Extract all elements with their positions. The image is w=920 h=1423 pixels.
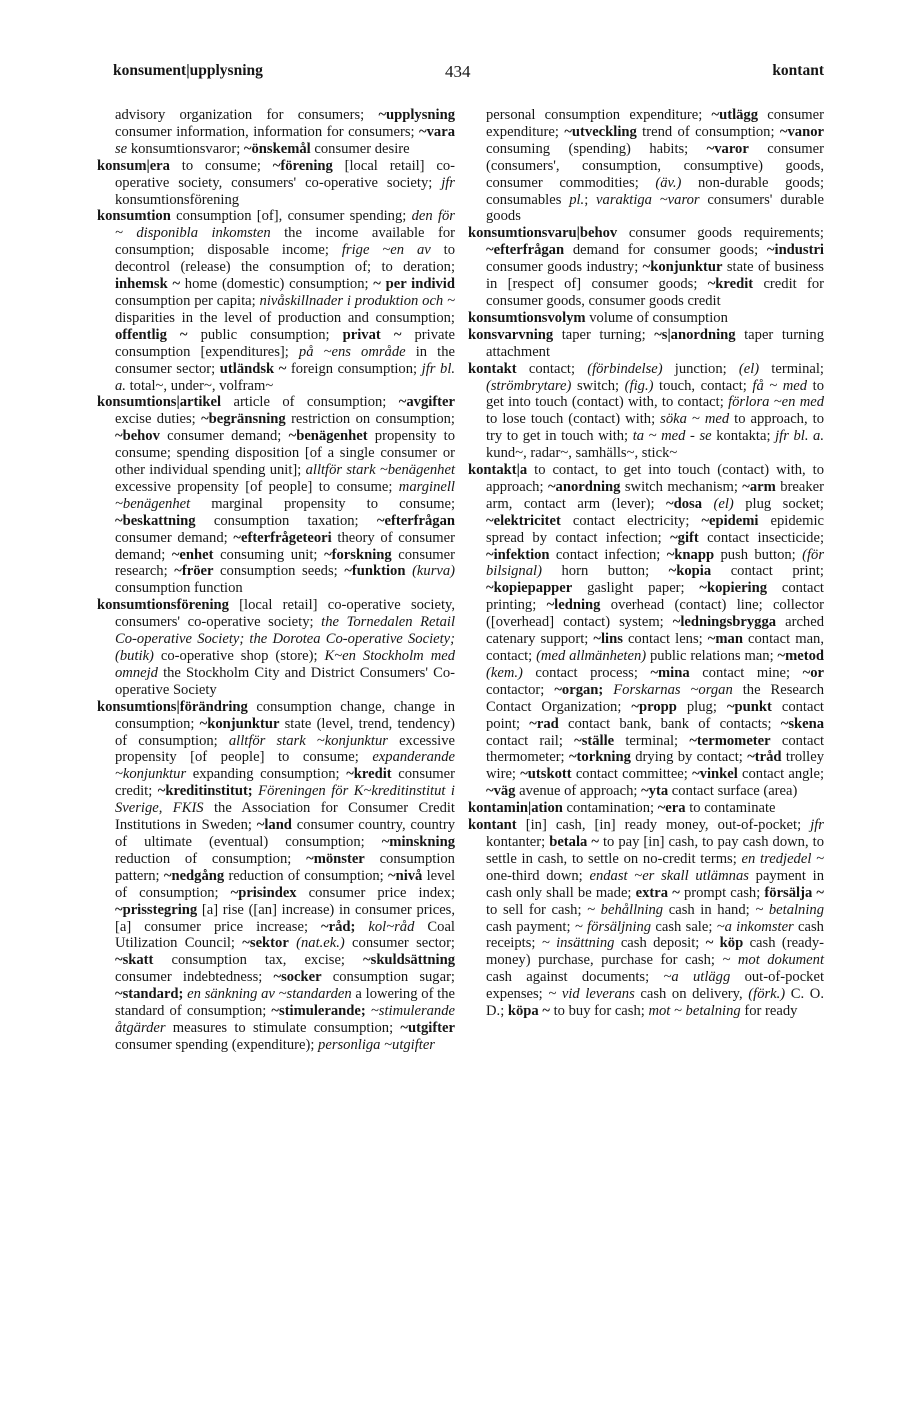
dictionary-entry: [97, 158, 455, 209]
page-number: 434: [445, 62, 471, 81]
right-column: [468, 107, 824, 1020]
left-column: [97, 107, 455, 1054]
dictionary-entry: [97, 107, 455, 158]
entry-definition: to consume; ~förening [local retail] co-operative society, consumers' co-operative society; jfr konsumtionsförening: [115, 157, 456, 208]
entry-headword: konsumtionsvaru|behov: [468, 225, 618, 242]
dictionary-entry: [468, 225, 824, 310]
entry-definition: contact; (förbindelse) junction; (el) terminal; (strömbrytare) switch; (fig.) touch, contact; få ~ med to get into touch (contact) with, to contact; förlora ~en med to lose touch (contact) with; söka ~ med to approach, to try to get in touch with; ta ~ med - se kontakta; jfr bl. a. kund~, radar~, samhälls~, stick~: [486, 360, 825, 462]
dictionary-entry: [97, 208, 455, 394]
entry-headword: kontakt: [468, 360, 517, 377]
entry-headword: konsumtionsvolym: [468, 309, 586, 326]
entry-definition: personal consumption expenditure; ~utlägg consumer expenditure; ~utveckling trend of consumption; ~vanor consuming (spending) habits; ~varor consumer (consumers', consumption, consumptive) goods, consumer commodities; (äv.) non-durable goods; consumables pl.; varaktiga ~varor consumers' durable goods: [486, 107, 824, 225]
dictionary-entry: [468, 817, 824, 1020]
dictionary-entry: [468, 107, 824, 225]
entry-definition: consumption [of], consumer spending; den för ~ disponibla inkomsten the income available for consumption; disposable income; frige ~en av to decontrol (release) the consumption of; to deration; inhemsk ~ home (domestic) consumption; ~ per individ consumption per capita; nivåskillnader i produktion och ~ disparities in the level of production and consumption; offentlig ~ public consumption; privat ~ private consumption [expenditures]; på ~ens område in the consumer sector; utländsk ~ foreign consumption; jfr bl. a. total~, under~, volfram~: [115, 208, 456, 394]
entry-definition: [local retail] co-operative society, consumers' co-operative society; the Tornedalen Retail Co-operative Society; the Dorotea Co-operative Society; (butik) co-operative shop (store); K~en Stockholm med omnejd the Stockholm City and District Consumers' Co-operative Society: [115, 597, 456, 698]
dictionary-entry: [97, 394, 455, 597]
entry-definition: contamination; ~era to contaminate: [562, 800, 776, 817]
entry-headword: konsumtions|artikel: [97, 394, 222, 411]
entry-headword: konsumtionsförening: [97, 597, 229, 614]
entry-definition: to contact, to get into touch (contact) with, to approach; ~anordning switch mechanism; ~arm breaker arm, contact arm (lever); ~dosa (el) plug socket; ~elektricitet contact electricity; ~epidemi epidemic spread by contact infection; ~gift contact insecticide; ~infektion contact infection; ~knapp push button; (för bilsignal) horn button; ~kopia contact print; ~kopiepapper gaslight paper; ~kopiering contact printing; ~ledning overhead (contact) line; collector ([overhead] contact) system; ~ledningsbrygga arched catenary support; ~lins contact lens; ~man contact man, contact; (med allmänheten) public relations man; ~metod (kem.) contact process; ~mina contact mine; ~or contactor; ~organ; Forskarnas ~organ the Research Contact Organization; ~propp plug; ~punkt contact point; ~rad contact bank, bank of contacts; ~skena contact rail; ~ställe terminal; ~termometer contact thermometer; ~torkning drying by contact; ~tråd trolley wire; ~utskott contact committee; ~vinkel contact angle; ~väg avenue of approach; ~yta contact surface (area): [486, 462, 825, 800]
entry-definition: advisory organization for consumers; ~upplysning consumer information, information for consumers; ~vara se konsumtionsvaror; ~önskemål consumer desire: [115, 107, 455, 157]
entry-headword: kontakt|a: [468, 462, 528, 479]
entry-headword: konsumtion: [97, 208, 171, 225]
entry-headword: kontant: [468, 817, 517, 834]
entry-definition: taper turning; ~s|anordning taper turning attachment: [486, 326, 824, 360]
dictionary-entry: [468, 327, 824, 361]
entry-definition: consumption change, change in consumption; ~konjunktur state (level, trend, tendency) of consumption; alltför stark ~konjunktur excessive propensity [of people] to consume; expanderande ~konjunktur expanding consumption; ~kredit consumer credit; ~kreditinstitut; Föreningen för K~kreditinstitut i Sverige, FKIS the Association for Consumer Credit Institutions in Sweden; ~land consumer country, country of ultimate (eventual) consumption; ~minskning reduction of consumption; ~mönster consumption pattern; ~nedgång reduction of consumption; ~nivå level of consumption; ~prisindex consumer price index; ~prisstegring [a] rise ([an] increase) in consumer prices, [a] consumer price increase; ~råd; kol~råd Coal Utilization Council; ~sektor (nat.ek.) consumer sector; ~skatt consumption tax, excise; ~skuldsättning consumer indebtedness; ~socker consumption sugar; ~standard; en sänkning av ~standarden a lowering of the standard of consumption; ~stimulerande; ~stimulerande åtgärder measures to stimulate consumption; ~utgifter consumer spending (expenditure); personliga ~utgifter: [115, 698, 456, 1053]
entry-headword: kontamin|ation: [468, 800, 563, 817]
entry-definition: [in] cash, [in] ready money, out-of-pocket; jfr kontanter; betala ~ to pay [in] cash, to pay cash down, to settle in cash, to settle on no-credit terms; en tredjedel ~ one-third down; endast ~er skall utlämnas payment in cash only shall be made; extra ~ prompt cash; försälja ~ to sell for cash; ~ behållning cash in hand; ~ betalning cash payment; ~ försäljning cash sale; ~a inkomster cash receipts; ~ insättning cash deposit; ~ köp cash (ready-money) purchase, purchase for cash; ~ mot dokument cash against documents; ~a utlägg out-of-pocket expenses; ~ vid leverans cash on delivery, (förk.) C. O. D.; köpa ~ to buy for cash; mot ~ betalning for ready: [486, 817, 825, 1020]
entry-definition: volume of consumption: [585, 309, 728, 326]
dictionary-entry: [468, 800, 824, 817]
dictionary-entry: [97, 597, 455, 698]
entry-definition: article of consumption; ~avgifter excise duties; ~begränsning restriction on consumption; ~behov consumer demand; ~benägenhet propensity to consume; spending disposition [of a single consumer or other individual spending unit]; alltför stark ~benägenhet excessive propensity [of people] to consume; marginell ~benägenhet marginal propensity to consume; ~beskattning consumption taxation; ~efterfrågan consumer demand; ~efterfrågeteori theory of consumer demand; ~enhet consuming unit; ~forskning consumer research; ~fröer consumption seeds; ~funktion (kurva) consumption function: [115, 394, 456, 597]
dictionary-entry: [468, 310, 824, 327]
entry-headword: konsum|era: [97, 157, 170, 174]
entry-headword: konsvarvning: [468, 326, 554, 343]
dictionary-entry: [468, 361, 824, 462]
running-head-left: konsument|upplysning: [113, 62, 263, 79]
dictionary-entry: [97, 699, 455, 1054]
dictionary-entry: [468, 462, 824, 800]
entry-definition: consumer goods requirements; ~efterfrågan demand for consumer goods; ~industri consumer goods industry; ~konjunktur state of business in [respect of] consumer goods; ~kredit credit for consumer goods, consumer goods credit: [486, 225, 824, 309]
running-head-right: kontant: [772, 62, 824, 79]
entry-headword: konsumtions|förändring: [97, 698, 248, 715]
